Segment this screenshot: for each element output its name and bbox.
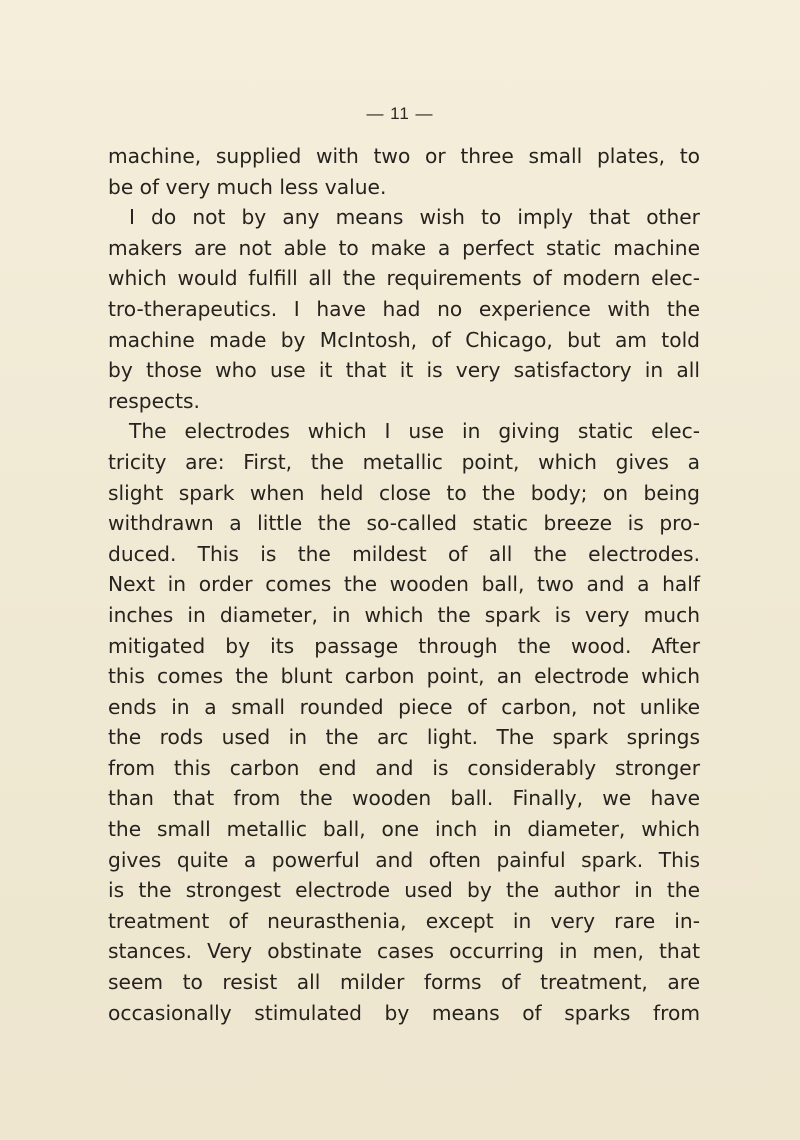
text-line: machine made by McIntosh, of Chicago, but am told — [108, 327, 700, 352]
text-line: which would fulfill all the requirements of modern elec- — [108, 266, 700, 291]
text-line: The electrodes which I use in giving static elec- — [129, 419, 700, 444]
text-line: by those who use it that it is very satisfactory in all — [108, 358, 700, 383]
text-line: this comes the blunt carbon point, an electrode which — [108, 664, 700, 689]
page-number: — 11 — — [366, 104, 434, 123]
text-line: respects. — [108, 388, 200, 413]
text-line: tro-therapeutics. I have had no experience with the — [108, 296, 700, 321]
text-line: makers are not able to make a perfect static machine — [108, 235, 700, 260]
text-line: than that from the wooden ball. Finally, we have — [108, 786, 700, 811]
text-line: I do not by any means wish to imply that other — [129, 205, 700, 230]
text-line: machine, supplied with two or three small plates, to — [108, 144, 700, 168]
text-line: slight spark when held close to the body; on being — [108, 480, 700, 505]
text-line: ends in a small rounded piece of carbon, not unlike — [108, 694, 700, 719]
text-line: from this carbon end and is considerably stronger — [108, 755, 700, 780]
text-line: the rods used in the arc light. The spark springs — [108, 725, 700, 750]
text-line: treatment of neurasthenia, except in very rare in- — [108, 908, 700, 933]
text-line: inches in diameter, in which the spark is very much — [108, 602, 700, 627]
text-line: withdrawn a little the so-called static breeze is pro- — [108, 511, 700, 536]
body-text — [108, 141, 700, 1028]
text-line: occasionally stimulated by means of sparks from — [108, 1000, 700, 1025]
text-line: tricity are: First, the metallic point, which gives a — [108, 449, 700, 474]
text-line: is the strongest electrode used by the author in the — [108, 878, 700, 903]
text-line: duced. This is the mildest of all the electrodes. — [108, 541, 700, 566]
text-line: the small metallic ball, one inch in diameter, which — [108, 817, 700, 842]
text-line: gives quite a powerful and often painful spark. This — [108, 847, 700, 872]
text-line: Next in order comes the wooden ball, two and a half — [108, 572, 700, 597]
text-line: be of very much less value. — [108, 174, 387, 199]
text-line: stances. Very obstinate cases occurring in men, that — [108, 939, 700, 964]
text-line: mitigated by its passage through the wood. After — [108, 633, 700, 658]
text-line: seem to resist all milder forms of treatment, are — [108, 970, 700, 995]
